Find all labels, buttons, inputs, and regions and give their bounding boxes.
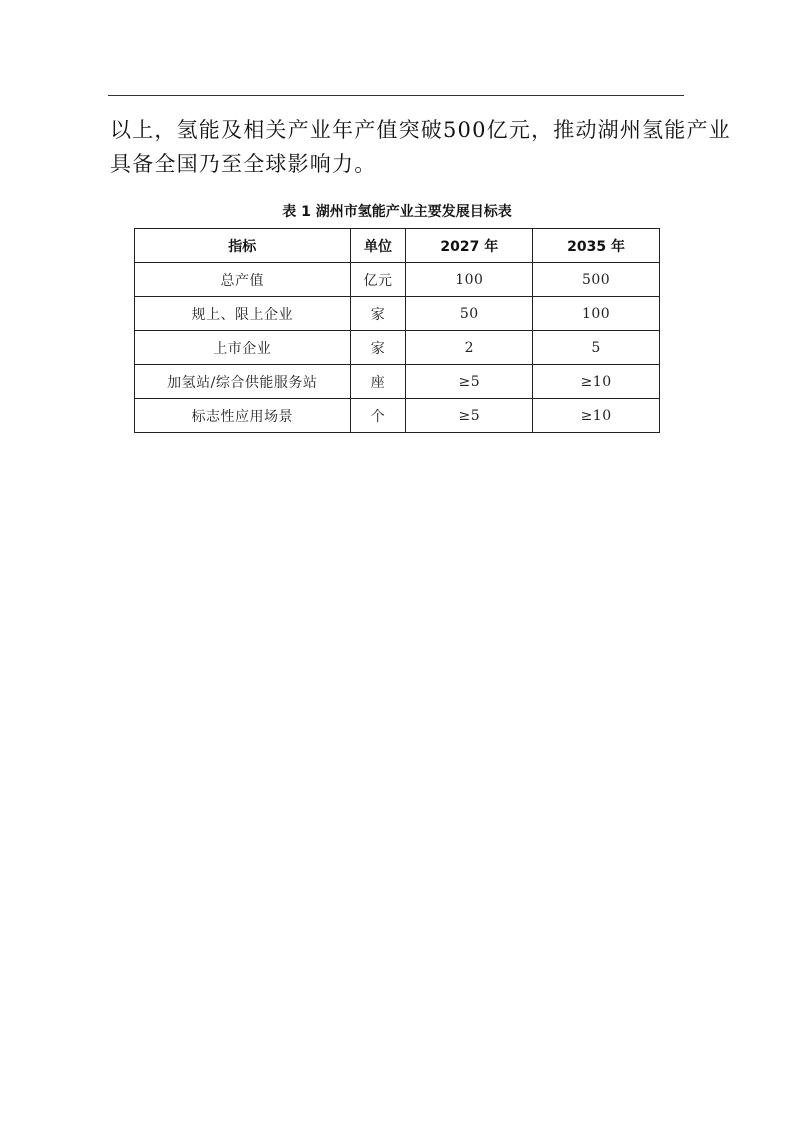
- cell-2027: 2: [406, 331, 533, 365]
- header-2027: 2027 年: [406, 229, 533, 263]
- cell-indicator: 加氢站/综合供能服务站: [135, 365, 351, 399]
- cell-2035: 100: [533, 297, 660, 331]
- cell-2027: 100: [406, 263, 533, 297]
- table-row: [135, 331, 660, 365]
- cell-indicator: 规上、限上企业: [135, 297, 351, 331]
- cell-unit: 亿元: [350, 263, 406, 297]
- header-unit: 单位: [350, 229, 406, 263]
- cell-unit: 家: [350, 331, 406, 365]
- cell-2027: 50: [406, 297, 533, 331]
- cell-2035: 5: [533, 331, 660, 365]
- table-caption: 表 1 湖州市氢能产业主要发展目标表: [282, 204, 512, 220]
- header-indicator: 指标: [135, 229, 351, 263]
- cell-unit: 座: [350, 365, 406, 399]
- cell-unit: 个: [350, 399, 406, 433]
- cell-2035: 500: [533, 263, 660, 297]
- body-paragraph: [110, 113, 731, 181]
- cell-indicator: 标志性应用场景: [135, 399, 351, 433]
- paragraph-line-1: 以上，氢能及相关产业年产值突破500亿元，推动湖州氢能产业: [110, 118, 731, 142]
- table-row: [135, 263, 660, 297]
- header-2035: 2035 年: [533, 229, 660, 263]
- cell-2035: ≥10: [533, 399, 660, 433]
- table-row: [135, 365, 660, 399]
- cell-unit: 家: [350, 297, 406, 331]
- table-row: [135, 297, 660, 331]
- cell-2027: ≥5: [406, 399, 533, 433]
- cell-2035: ≥10: [533, 365, 660, 399]
- table-header-row: [135, 229, 660, 263]
- header-rule: [108, 95, 684, 96]
- cell-indicator: 总产值: [135, 263, 351, 297]
- cell-indicator: 上市企业: [135, 331, 351, 365]
- targets-table: [134, 228, 660, 433]
- table-row: [135, 399, 660, 433]
- paragraph-line-2: 具备全国乃至全球影响力。: [110, 152, 377, 176]
- cell-2027: ≥5: [406, 365, 533, 399]
